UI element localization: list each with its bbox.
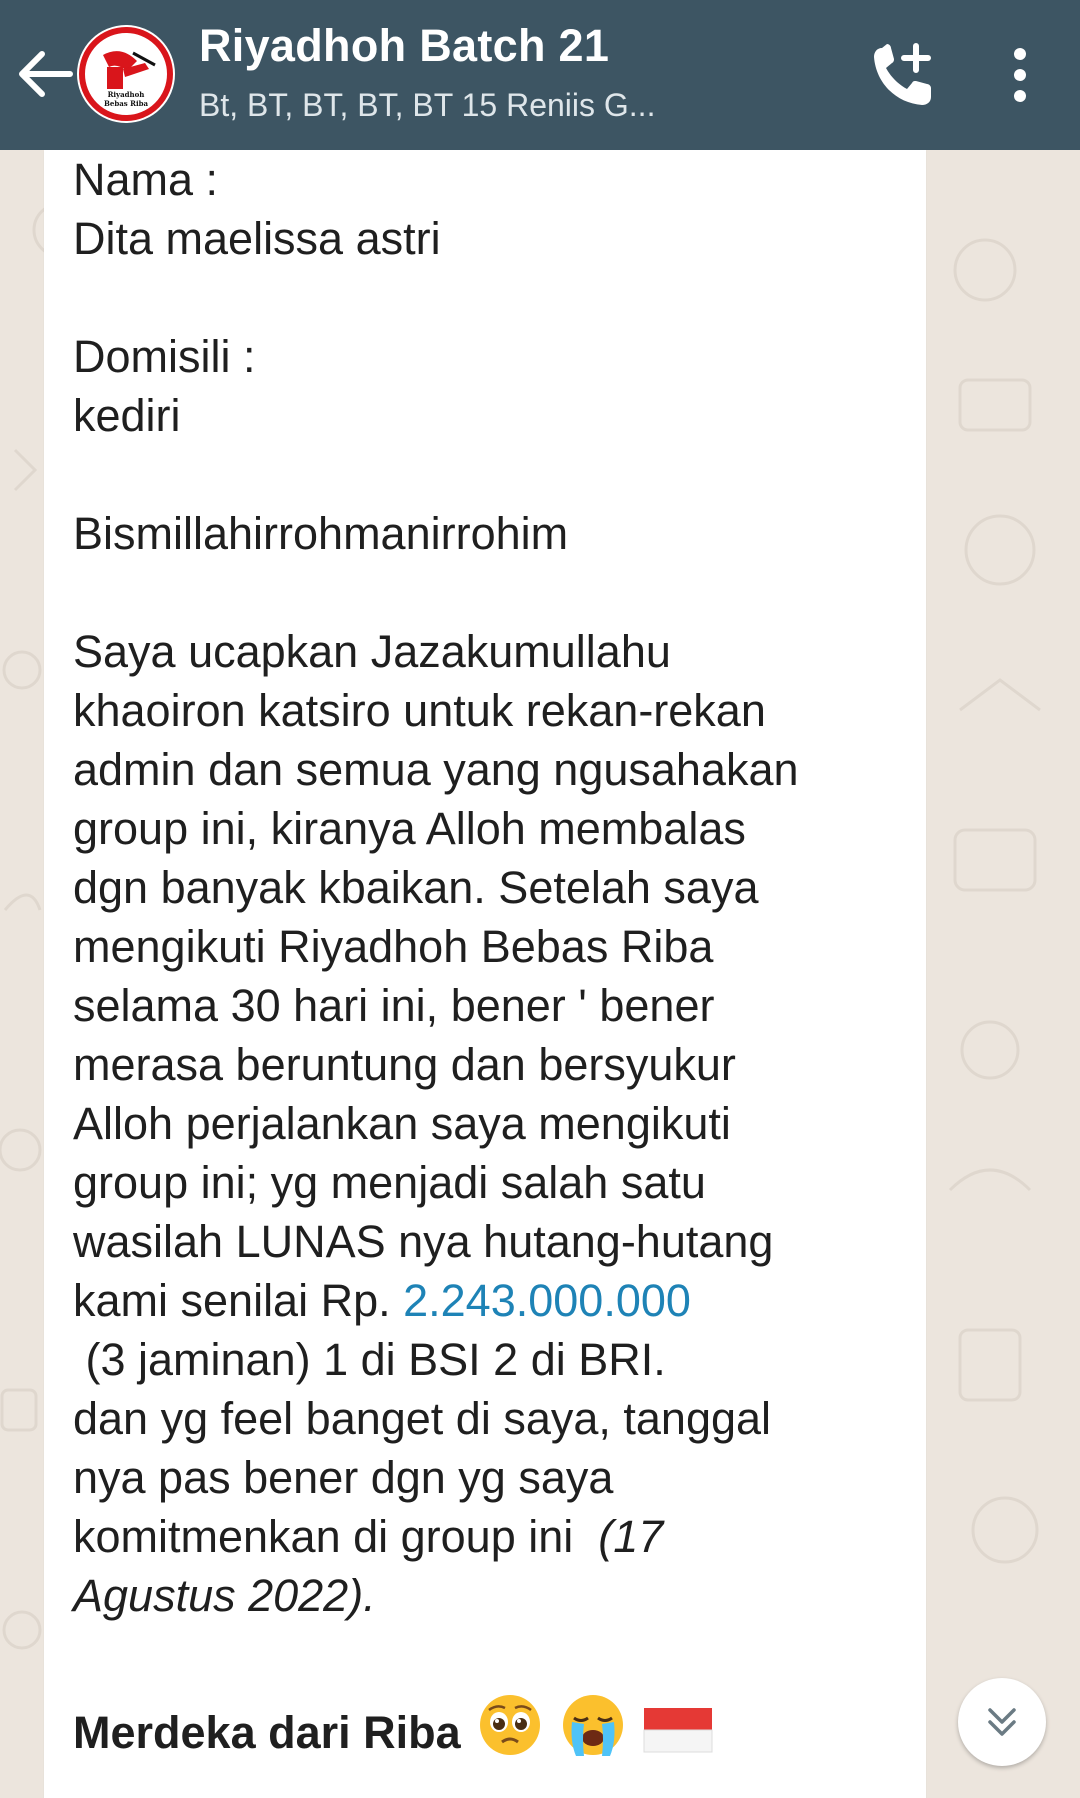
add-call-button[interactable] [868,40,938,110]
body-line: dan yg feel banget di saya, tanggal [73,1393,772,1444]
amount-line [73,1271,913,1330]
body-line: admin dan semua yang ngusahakan [73,744,799,795]
more-vert-icon [1000,40,1040,110]
add-call-icon [868,40,938,110]
body-line: (3 jaminan) 1 di BSI 2 di BRI. [73,1334,666,1385]
date-line: Agustus 2022). [73,1570,376,1621]
commit-italic: (17 [598,1511,664,1562]
body-line: khaoiron katsiro untuk rekan-rekan [73,685,766,736]
avatar-text-2: Bebas Riba [103,99,149,108]
indonesia-flag-emoji [642,1702,714,1772]
avatar-text-1: Riyadhoh [107,90,145,99]
body-line: mengikuti Riyadhoh Bebas Riba [73,921,714,972]
body-line: group ini, kiranya Alloh membalas [73,803,746,854]
back-button[interactable] [14,46,76,102]
commit-prefix: komitmenkan di group ini [73,1511,599,1562]
body-line: nya pas bener dgn yg saya [73,1452,614,1503]
body-line: selama 30 hari ini, bener ' bener [73,980,715,1031]
body-line: dgn banyak kbaikan. Setelah saya [73,862,759,913]
group-avatar[interactable] [77,25,175,123]
message-text [73,150,913,1772]
double-chevron-down-icon [982,1702,1022,1742]
more-options-button[interactable] [1000,40,1040,110]
body-line: wasilah LUNAS nya hutang-hutang [73,1216,774,1267]
nama-label: Nama : [73,154,219,205]
chat-subtitle[interactable]: Bt, BT, BT, BT, BT 15 Reniis G... [199,87,656,123]
body-line: Alloh perjalankan saya mengikuti [73,1098,731,1149]
chat-header [0,0,1080,150]
domisili-label: Domisili : [73,331,256,382]
body-line: Saya ucapkan Jazakumullahu [73,626,671,677]
phone-number-link[interactable]: 2.243.000.000 [403,1275,691,1326]
closing-text: Merdeka dari Riba [73,1707,461,1758]
body-line: group ini; yg menjadi salah satu [73,1157,706,1208]
commit-line [73,1507,913,1566]
closing-line [73,1692,913,1772]
group-logo [77,25,175,123]
loudly-crying-face-emoji [560,1692,626,1772]
amount-prefix: kami senilai Rp. [73,1275,404,1326]
scroll-to-bottom-button[interactable] [958,1678,1046,1766]
arrow-left-icon [14,46,76,102]
pleading-face-emoji [477,1692,543,1772]
domisili-value: kediri [73,390,181,441]
nama-value: Dita maelissa astri [73,213,441,264]
message-bubble[interactable] [44,150,926,1798]
chat-title[interactable]: Riyadhoh Batch 21 [199,20,610,71]
greeting-line: Bismillahirrohmanirrohim [73,508,569,559]
body-line: merasa beruntung dan bersyukur [73,1039,736,1090]
